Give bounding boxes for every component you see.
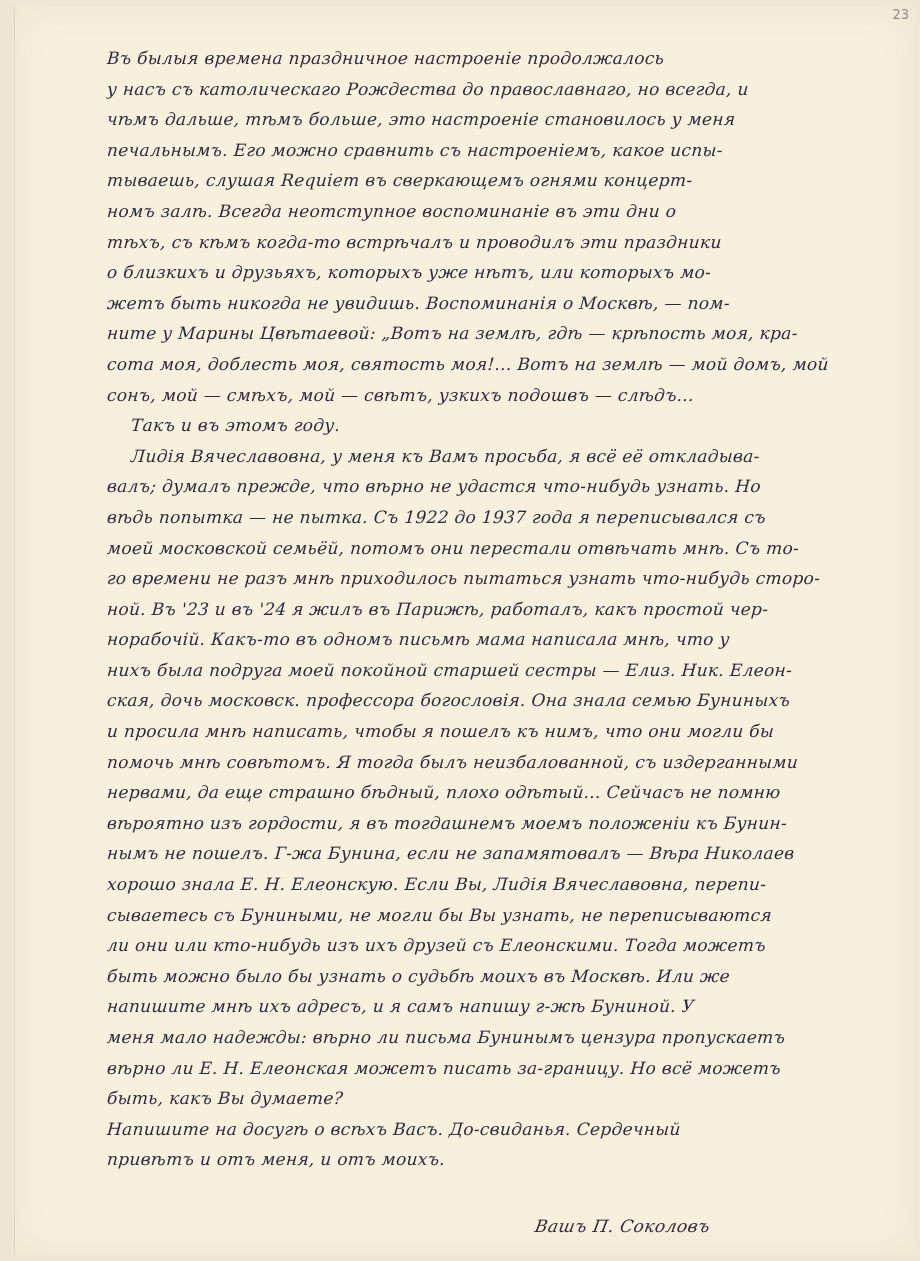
letter-line: тѣхъ, съ кѣмъ когда-то встрѣчалъ и проводилъ эти праздники bbox=[106, 232, 723, 253]
letter-line: привѣтъ и отъ меня, и отъ моихъ. bbox=[106, 1150, 446, 1171]
letter-line: нымъ не пошелъ. Г-жа Бунина, если не запамятовалъ — Вѣра Николаев bbox=[106, 844, 796, 865]
letter-line: быть можно было бы узнать о судьбѣ моихъ въ Москвѣ. Или же bbox=[106, 966, 731, 987]
letter-line: Въ былыя времена праздничное настроеніе продолжалось bbox=[106, 49, 665, 69]
letter-line: го времени не разъ мнѣ приходилось пытаться узнать что-нибудь сторо- bbox=[106, 569, 821, 590]
letter-line: нервами, да еще страшно бѣдный, плохо одѣтый... Сейчасъ не помню bbox=[106, 783, 782, 804]
letter-line: сота моя, доблесть моя, святость моя!... Вотъ на землѣ — мой домъ, мой bbox=[106, 354, 830, 375]
letter-line: моей московской семьёй, потомъ они перестали отвѣчать мнѣ. Съ то- bbox=[106, 538, 800, 559]
letter-line: ская, дочь московск. профессора богословія. Она знала семью Буниныхъ bbox=[106, 691, 791, 712]
letter-line: о близкихъ и друзьяхъ, которыхъ уже нѣтъ, или которыхъ мо- bbox=[106, 263, 712, 284]
letter-line: Лидія Вячеславовна, у меня къ Вамъ просьба, я всё её откладыва- bbox=[130, 446, 761, 467]
letter-body bbox=[107, 44, 903, 1176]
letter-line: номъ залѣ. Всегда неотступное воспоминаніе въ эти дни о bbox=[106, 201, 677, 222]
signature: Вашъ П. Соколовъ bbox=[533, 1217, 712, 1237]
letter-line: Такъ и въ этомъ году. bbox=[130, 416, 341, 437]
letter-line: ной. Въ '23 и въ '24 я жилъ въ Парижѣ, работалъ, какъ простой чер- bbox=[106, 599, 769, 620]
letter-line: сонъ, мой — смѣхъ, мой — свѣтъ, узкихъ подошвъ — слѣдъ... bbox=[106, 385, 695, 406]
letter-sheet bbox=[14, 6, 913, 1255]
letter-line: сываетесь съ Буниными, не могли бы Вы узнать, не переписываются bbox=[106, 905, 773, 926]
letter-line: вѣдь попытка — не пытка. Съ 1922 до 1937 года я переписывался съ bbox=[106, 507, 767, 528]
letter-line: хорошо знала Е. Н. Елеонскую. Если Вы, Лидія Вячеславовна, перепи- bbox=[106, 875, 767, 896]
letter-line: нихъ была подруга моей покойной старшей сестры — Елиз. Ник. Елеон- bbox=[106, 660, 793, 681]
letter-line: помочь мнѣ совѣтомъ. Я тогда былъ неизбалованной, съ издерганными bbox=[106, 752, 799, 773]
letter-line: меня мало надежды: вѣрно ли письма Бунинымъ цензура пропускаетъ bbox=[106, 1028, 786, 1048]
letter-line: вѣроятно изъ гордости, я въ тогдашнемъ моемъ положеніи къ Бунин- bbox=[106, 813, 788, 834]
letter-line: тываешь, слушая Requiem въ сверкающемъ огнями концерт- bbox=[106, 171, 694, 192]
letter-line: напишите мнѣ ихъ адресъ, и я самъ напишу г-жѣ Буниной. У bbox=[106, 997, 696, 1018]
letter-line: быть, какъ Вы думаете? bbox=[106, 1089, 344, 1110]
letter-line: норабочій. Какъ-то въ одномъ письмѣ мама написала мнѣ, что у bbox=[106, 630, 731, 651]
letter-line: Напишите на досугѣ о всѣхъ Васъ. До-свиданья. Сердечный bbox=[106, 1119, 682, 1140]
page-number: 23 bbox=[892, 8, 909, 23]
letter-line: чѣмъ дальше, тѣмъ больше, это настроеніе становилось у меня bbox=[106, 110, 737, 131]
letter-line: валъ; думалъ прежде, что вѣрно не удастся что-нибудь узнать. Но bbox=[106, 477, 762, 498]
letter-line: ли они или кто-нибудь изъ ихъ друзей съ Елеонскими. Тогда можетъ bbox=[106, 936, 767, 957]
letter-line: у насъ съ католическаго Рождества до православнаго, но всегда, и bbox=[106, 79, 750, 100]
letter-line: ните у Марины Цвѣтаевой: „Вотъ на землѣ, гдѣ — крѣпость моя, кра- bbox=[106, 324, 799, 345]
letter-line: жетъ быть никогда не увидишь. Воспоминанія о Москвѣ, — пом- bbox=[106, 293, 731, 314]
letter-line: вѣрно ли Е. Н. Елеонская можетъ писать за-границу. Но всё можетъ bbox=[106, 1058, 782, 1079]
letter-line: и просила мнѣ написать, чтобы я пошелъ къ нимъ, что они могли бы bbox=[106, 722, 775, 743]
letter-line: печальнымъ. Его можно сравнить съ настроеніемъ, какое испы- bbox=[106, 140, 724, 161]
